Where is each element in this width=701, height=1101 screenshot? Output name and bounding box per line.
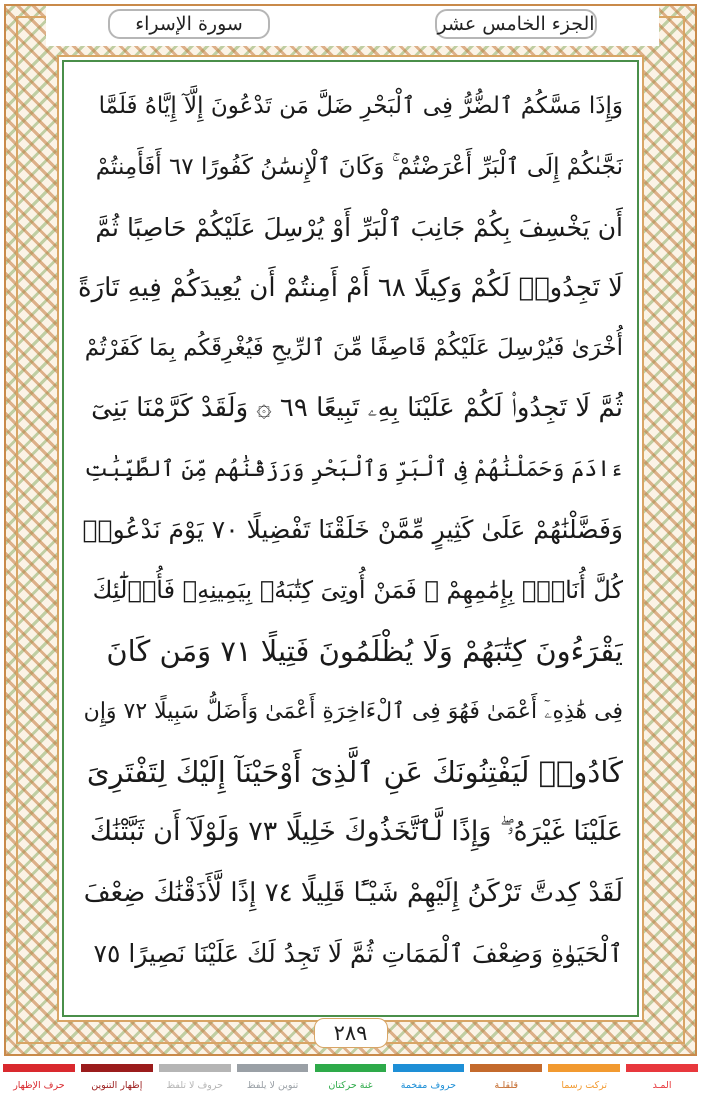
verse-line-text: كَادُوا۟ لَيَفْتِنُونَكَ عَنِ ٱلَّذِىٓ أَوْحَيْنَآ إِلَيْكَ لِتَفْتَرِىَ — [86, 754, 623, 789]
verse-line — [78, 197, 623, 258]
verse-line — [78, 742, 623, 803]
juz-label: الجزء الخامس عشر — [437, 13, 595, 35]
legend-swatch — [393, 1064, 465, 1072]
verse-line-text: وَفَضَّلْنَٰهُمْ عَلَىٰ كَثِيرٍ مِّمَّنْ خَلَقْنَا تَفْضِيلًا ٧٠ يَوْمَ نَدْعُوا۟ — [82, 515, 623, 545]
legend-item — [234, 1062, 312, 1101]
verse-line-text: ءَادَمَ وَحَمَلْنَٰهُمْ فِى ٱلْبَرِّ وَٱلْبَحْرِ وَرَزَقْنَٰهُم مِّنَ ٱلطَّيِّبَٰتِ — [84, 456, 623, 482]
legend-swatch — [470, 1064, 542, 1072]
verse-line-text: ٱلْحَيَوٰةِ وَضِعْفَ ٱلْمَمَاتِ ثُمَّ لَا تَجِدُ لَكَ عَلَيْنَا نَصِيرًا ٧٥ — [93, 938, 623, 968]
legend-item — [0, 1062, 78, 1101]
verse-line — [78, 379, 623, 440]
legend-item — [623, 1062, 701, 1101]
verse-line-text: ثُمَّ لَا تَجِدُوا۟ لَكُمْ عَلَيْنَا بِهِۦ تَبِيعًا ٦٩ ۞ وَلَقَدْ كَرَّمْنَا بَنِىٓ — [91, 393, 623, 424]
verse-line — [78, 863, 623, 924]
verse-line-text: نَجَّىٰكُمْ إِلَى ٱلْبَرِّ أَعْرَضْتُمْ ۚ وَكَانَ ٱلْإِنسَٰنُ كَفُورًا ٦٧ أَفَأَمِنتُمْ — [95, 153, 623, 180]
verse-line — [78, 318, 623, 379]
legend-swatch — [315, 1064, 387, 1072]
verse-panel — [62, 60, 639, 1017]
verse-line — [78, 500, 623, 561]
legend-item — [467, 1062, 545, 1101]
legend-label: تركت رسما — [561, 1080, 608, 1091]
verse-line — [78, 560, 623, 621]
verse-line-text: وَإِذَا مَسَّكُمُ ٱلضُّرُّ فِى ٱلْبَحْرِ ضَلَّ مَن تَدْعُونَ إِلَّآ إِيَّاهُ فَلَمَّا — [98, 93, 623, 120]
verse-line — [78, 802, 623, 863]
legend-swatch — [548, 1064, 620, 1072]
juz-cartouche — [435, 9, 597, 39]
legend-label: المـد — [652, 1080, 672, 1091]
legend-swatch — [626, 1064, 698, 1072]
legend-label: حروف لا تلفظ — [166, 1080, 224, 1091]
verse-line — [78, 923, 623, 984]
legend-label: قلقلـة — [494, 1080, 519, 1091]
legend-swatch — [81, 1064, 153, 1072]
verse-line-text: لَا تَجِدُوا۟ لَكُمْ وَكِيلًا ٦٨ أَمْ أَمِنتُمْ أَن يُعِيدَكُمْ فِيهِ تَارَةً — [78, 272, 623, 303]
legend-swatch — [159, 1064, 231, 1072]
page-number: ٢٨٩ — [314, 1018, 388, 1048]
legend-item — [78, 1062, 156, 1101]
surah-name-cartouche — [108, 9, 270, 39]
verse-line-text: يَقْرَءُونَ كِتَٰبَهُمْ وَلَا يُظْلَمُونَ فَتِيلًا ٧١ وَمَن كَانَ — [106, 633, 623, 668]
verse-line-text: عَلَيْنَا غَيْرَهُۥ ۖ وَإِذًا لَّٱتَّخَذُوكَ خَلِيلًا ٧٣ وَلَوْلَآ أَن ثَبَّتْنَٰكَ — [89, 816, 623, 848]
legend-swatch — [3, 1064, 75, 1072]
verse-line-text: كُلَّ أُنَاسٍۭ بِإِمَٰمِهِمْ ۖ فَمَنْ أُوتِىَ كِتَٰبَهُۥ بِيَمِينِهِۦ فَأُو۟لَٰٓئِكَ — [92, 576, 623, 605]
verse-line — [78, 76, 623, 137]
legend-item — [156, 1062, 234, 1101]
verse-line-text: أَن يَخْسِفَ بِكُمْ جَانِبَ ٱلْبَرِّ أَوْ يُرْسِلَ عَلَيْكُمْ حَاصِبًا ثُمَّ — [95, 212, 623, 242]
legend-item — [389, 1062, 467, 1101]
legend-label: حرف الإظهار — [13, 1080, 65, 1091]
legend-label: تنوين لا يلفظ — [246, 1080, 299, 1091]
verse-line — [78, 439, 623, 500]
verse-line-text: لَقَدْ كِدتَّ تَرْكَنُ إِلَيْهِمْ شَيْـًٔا قَلِيلًا ٧٤ إِذًا لَّأَذَقْنَٰكَ ضِعْفَ — [83, 877, 623, 908]
legend-swatch — [237, 1064, 309, 1072]
verse-line-text: فِى هَٰذِهِۦٓ أَعْمَىٰ فَهُوَ فِى ٱلْءَاخِرَةِ أَعْمَىٰ وَأَضَلُّ سَبِيلًا ٧٢ وَإِن — [83, 698, 623, 724]
verse-lines — [78, 76, 623, 984]
legend-item — [545, 1062, 623, 1101]
tajweed-legend — [0, 1062, 701, 1101]
verse-line — [78, 621, 623, 682]
legend-item — [312, 1062, 390, 1101]
verse-line — [78, 137, 623, 198]
surah-name: سورة الإسراء — [135, 13, 243, 35]
legend-label: إظهار التنوين — [91, 1080, 143, 1091]
header-bar — [46, 6, 659, 46]
verse-line — [78, 681, 623, 742]
legend-label: غنة حركتان — [328, 1080, 373, 1091]
verse-line-text: أُخْرَىٰ فَيُرْسِلَ عَلَيْكُمْ قَاصِفًا مِّنَ ٱلرِّيحِ فَيُغْرِقَكُم بِمَا كَفَرْتُمْ — [84, 335, 623, 362]
verse-line — [78, 258, 623, 319]
legend-label: حروف مفخمة — [400, 1080, 456, 1091]
